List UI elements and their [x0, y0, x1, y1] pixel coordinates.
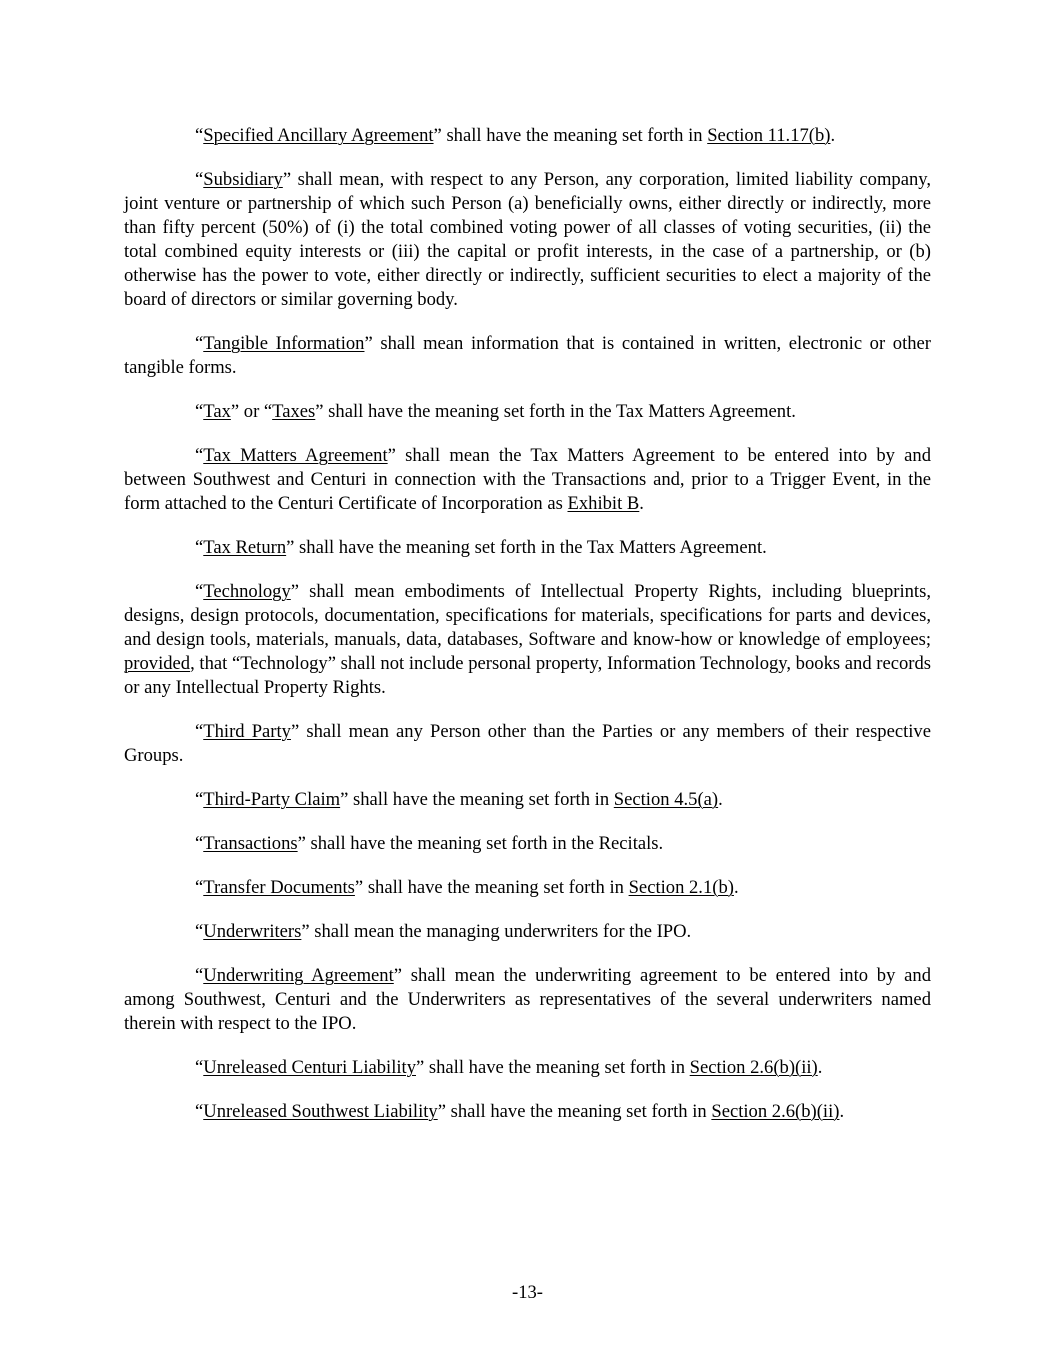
defined-term-reference: Third-Party Claim [203, 789, 341, 810]
defined-term-reference: Section 2.1(b) [628, 877, 734, 898]
page-number: -13- [512, 1282, 543, 1303]
defined-term-reference: Underwriters [203, 921, 302, 942]
defined-term-reference: Specified Ancillary Agreement [203, 125, 434, 146]
defined-term-reference: Tax Matters Agreement [203, 445, 388, 466]
defined-term-reference: Tax [203, 401, 231, 422]
defined-term-reference: Subsidiary [203, 169, 283, 190]
defined-term-reference: Taxes [272, 401, 316, 422]
definition-text: , that “Technology” shall not include personal property, Information Technology, books and records or any Intellectual Property Rights. [124, 653, 931, 698]
defined-term-reference: Section 2.6(b)(ii) [689, 1057, 818, 1078]
definition-text: “ [195, 1101, 204, 1122]
defined-term-reference: Underwriting Agreement [203, 965, 394, 986]
document-page [124, 124, 931, 1144]
definition-text: ” shall have the meaning set forth in the Tax Matters Agreement. [315, 401, 796, 422]
definition-text: “ [195, 721, 204, 742]
defined-term-reference: Technology [203, 581, 291, 602]
definition-paragraph [124, 876, 931, 900]
definition-text: . [817, 1057, 823, 1078]
definition-text: ” or “ [230, 401, 273, 422]
defined-term-reference: Tangible Information [203, 333, 365, 354]
definition-text: “ [195, 877, 204, 898]
definition-text: ” shall mean information that is contained in written, electronic or other tangible forms. [124, 333, 931, 378]
definition-paragraph [124, 332, 931, 380]
definition-text: “ [195, 125, 204, 146]
definition-paragraph [124, 536, 931, 560]
definition-text: ” shall mean embodiments of Intellectual Property Rights, including blueprints, designs, design protocols, documentation, specifications for materials, specifications for parts and devices, and design tools, materials, manuals, data, databases, Software and know-how or knowledge of employees; [124, 581, 931, 650]
definition-text: . [639, 493, 644, 514]
definition-paragraph [124, 580, 931, 700]
definition-paragraph [124, 1100, 931, 1124]
definition-text: “ [195, 833, 204, 854]
definition-paragraph [124, 168, 931, 312]
definition-paragraph [124, 124, 931, 148]
definition-text: . [839, 1101, 845, 1122]
definition-paragraph [124, 1056, 931, 1080]
definition-text: ” shall have the meaning set forth in [433, 125, 708, 146]
definition-text: ” shall mean, with respect to any Person, any corporation, limited liability company, joint venture or partnership of which such Person (a) beneficially owns, either directly or indirectly, more than fifty percent (50%) of (i) the total combined voting power of all classes of voting securities, (ii) the total combined equity interests or (iii) the capital or profit interests, in the case of a partnership, or (b) otherwise has the power to vote, either directly or indirectly, sufficient securities to elect a majority of the board of directors or similar governing body. [124, 169, 931, 310]
definition-paragraph [124, 720, 931, 768]
definition-paragraph [124, 920, 931, 944]
defined-term-reference: Transfer Documents [203, 877, 355, 898]
definition-text: “ [195, 965, 204, 986]
defined-term-reference: Section 4.5(a) [613, 789, 719, 810]
definition-text: . [733, 877, 739, 898]
definition-paragraph [124, 964, 931, 1036]
definition-text: “ [195, 333, 204, 354]
defined-term-reference: Third Party [203, 721, 291, 742]
defined-term-reference: Exhibit B [567, 493, 640, 514]
definition-text: “ [195, 445, 204, 466]
definition-text: ” shall have the meaning set forth in [340, 789, 614, 810]
defined-term-reference: provided [124, 653, 191, 674]
definition-text: ” shall mean the underwriting agreement to be entered into by and among Southwest, Centuri and the Underwriters as representatives of the several underwriters named therein with respect to the IPO. [124, 965, 932, 1034]
definition-text: “ [195, 1057, 204, 1078]
definition-paragraph [124, 444, 931, 516]
definition-text: ” shall mean any Person other than the Parties or any members of their respective Groups. [124, 721, 931, 766]
definition-text: ” shall have the meaning set forth in [416, 1057, 690, 1078]
defined-term-reference: Section 11.17(b) [707, 125, 831, 146]
definition-text: “ [195, 537, 204, 558]
definition-text: . [718, 789, 723, 810]
definition-text: “ [195, 401, 204, 422]
definition-text: ” shall mean the managing underwriters for the IPO. [301, 921, 692, 942]
defined-term-reference: Transactions [203, 833, 298, 854]
definition-paragraph [124, 400, 931, 424]
definition-text: ” shall have the meaning set forth in the Recitals. [297, 833, 664, 854]
definition-text: ” shall have the meaning set forth in [354, 877, 629, 898]
definition-text: “ [195, 789, 204, 810]
definition-text: ” shall have the meaning set forth in the Tax Matters Agreement. [286, 537, 767, 558]
definitions-list [124, 124, 931, 1124]
definition-text: ” shall mean the Tax Matters Agreement to be entered into by and between Southwest and Centuri in connection with the Transactions and, prior to a Trigger Event, in the form attached to the Centuri Certificate of Incorporation as [124, 445, 932, 514]
definition-paragraph [124, 788, 931, 812]
definition-text: “ [195, 169, 204, 190]
defined-term-reference: Tax Return [203, 537, 287, 558]
definition-paragraph [124, 832, 931, 856]
defined-term-reference: Unreleased Southwest Liability [203, 1101, 438, 1122]
defined-term-reference: Section 2.6(b)(ii) [711, 1101, 840, 1122]
definition-text: ” shall have the meaning set forth in [437, 1101, 712, 1122]
definition-text: “ [195, 921, 204, 942]
definition-text: “ [195, 581, 204, 602]
definition-text: . [830, 125, 836, 146]
defined-term-reference: Unreleased Centuri Liability [203, 1057, 416, 1078]
